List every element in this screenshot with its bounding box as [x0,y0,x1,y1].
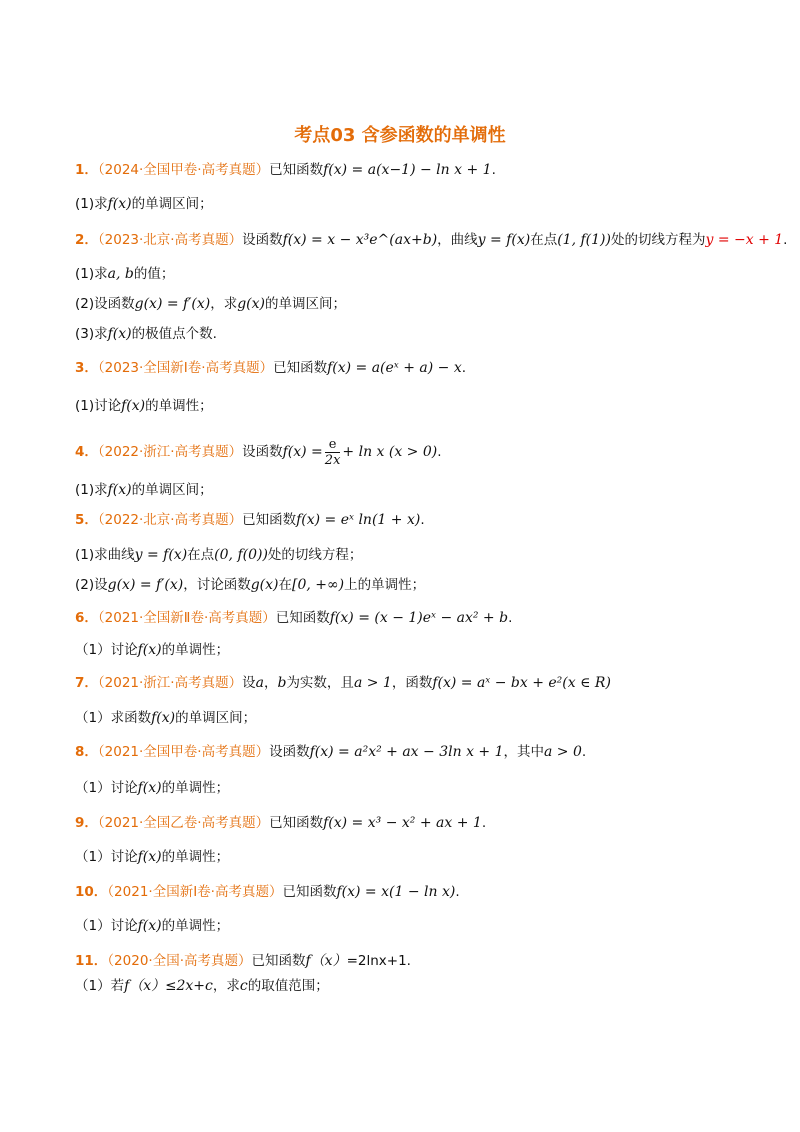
question-source: （2020·全国·高考真题） [107,953,252,969]
question-number: 5． [75,512,98,528]
math-expression: 2x+c [176,978,213,994]
sub-question: (1)求曲线y = f(x)在点(0, f(0))处的切线方程； [75,547,363,563]
question-source: （2021·全国乙卷·高考真题） [97,815,270,831]
math-expression: f（x） [305,953,347,969]
question-number: 1． [75,162,98,178]
math-expression: f(x) [107,196,132,212]
math-expression: f(x) [151,710,176,726]
sub-question: (1)求a, b的值； [75,266,175,282]
sub-question: (1)讨论f(x)的单调性； [75,398,213,414]
sub-question: (1)求f(x)的单调区间； [75,482,213,498]
sub-question: （1）求函数f(x)的单调区间； [75,710,257,726]
question-source: （2022·北京·高考真题） [97,512,243,528]
sub-question: （1）讨论f(x)的单调性； [75,849,230,865]
question-1: 1．（2024·全国甲卷·高考真题）已知函数f(x) = a(x−1) − ln x + 1. [75,162,496,178]
sub-question: (3)求f(x)的极值点个数. [75,326,217,342]
math-expression: f(x) = a(x−1) − ln x + 1 [323,162,492,178]
question-9: 9．（2021·全国乙卷·高考真题）已知函数f(x) = x³ − x² + ax + 1. [75,815,487,831]
question-source: （2023·全国新Ⅰ卷·高考真题） [97,360,274,376]
math-expression: f（x） [124,978,166,994]
fraction [325,437,341,468]
question-5: 5．（2022·北京·高考真题）已知函数f(x) = eˣ ln(1 + x). [75,512,425,528]
math-expression: f(x) = (x − 1)eˣ − ax² + b [329,610,509,626]
page-title: 考点03 含参函数的单调性 [294,125,506,146]
sub-question: （1）讨论f(x)的单调性； [75,642,230,658]
math-expression: f(x) [107,482,132,498]
fraction-denominator: 2x [324,452,341,468]
math-expression: f(x) [121,398,146,414]
fraction-numerator: e [325,437,341,453]
question-number: 6． [75,610,98,626]
question-number: 11． [75,953,108,969]
math-expression: a [255,675,264,691]
math-expression: (1, f(1)) [557,232,611,248]
math-expression: f(x) = aˣ − bx + e²(x ∈ R) [432,675,611,691]
math-expression: f(x) = x(1 − ln x) [336,884,456,900]
question-7: 7．（2021·浙江·高考真题）设a，b为实数，且a > 1，函数f(x) = aˣ − bx + e²(x ∈ R) [75,675,611,691]
math-expression: y = f(x) [134,547,188,563]
question-10: 10．（2021·全国新Ⅰ卷·高考真题）已知函数f(x) = x(1 − ln x). [75,884,460,900]
math-expression: + ln x (x > 0) [342,444,438,460]
question-8: 8．（2021·全国甲卷·高考真题）设函数f(x) = a²x² + ax − 3ln x + 1，其中a > 0. [75,744,587,760]
math-expression: g(x) = f′(x) [107,577,184,593]
math-expression: f(x) = x³ − x² + ax + 1 [323,815,482,831]
question-number: 2． [75,232,98,248]
sub-question: （1）讨论f(x)的单调性； [75,780,230,796]
math-expression: g(x) [237,296,265,312]
question-source: （2021·全国甲卷·高考真题） [97,744,270,760]
sub-question: （1）若f（x）≤2x+c，求c的取值范围； [75,978,329,994]
question-source: （2021·全国新Ⅱ卷·高考真题） [97,610,276,626]
math-expression: (0, f(0)) [214,547,268,563]
math-expression: b [277,675,287,691]
math-expression-highlighted: y = −x + 1 [705,232,784,248]
math-expression: f(x) = a(eˣ + a) − x [327,360,462,376]
question-number: 4． [75,444,98,460]
sub-question: (2)设函数g(x) = f′(x)，求g(x)的单调区间； [75,296,346,312]
math-expression: a > 0 [544,744,582,760]
math-expression: g(x) [250,577,279,593]
question-4: 4．（2022·浙江·高考真题）设函数f(x) = $\frac{e}{2x}$ + ln x (x > 0). [75,436,442,468]
math-expression: f(x) = eˣ ln(1 + x) [296,512,421,528]
sub-question: (1)求f(x)的单调区间； [75,196,213,212]
question-source: （2023·北京·高考真题） [97,232,243,248]
sub-question: (2)设g(x) = f′(x)，讨论函数g(x)在[0, +∞)上的单调性； [75,577,426,593]
question-source: （2021·浙江·高考真题） [97,675,243,691]
question-number: 7． [75,675,98,691]
question-source: （2022·浙江·高考真题） [97,444,243,460]
math-expression: y = f(x) [477,232,531,248]
question-11: 11．（2020·全国·高考真题）已知函数f（x）=2lnx+1. [75,953,411,969]
question-number: 10． [75,884,108,900]
math-expression: f(x) [137,642,162,658]
math-expression: g(x) = f′(x) [134,296,211,312]
math-expression: f(x) = a²x² + ax − 3ln x + 1 [309,744,504,760]
math-expression: f(x) [137,918,162,934]
math-expression: f(x) = [282,444,323,460]
sub-question: （1）讨论f(x)的单调性； [75,918,230,934]
question-number: 9． [75,815,98,831]
math-expression: a > 1 [353,675,392,691]
math-expression: a, b [107,266,134,282]
math-expression: f(x) [137,780,162,796]
math-expression: c [239,978,248,994]
question-source: （2024·全国甲卷·高考真题） [97,162,270,178]
math-expression: [0, +∞) [292,577,345,593]
question-number: 3． [75,360,98,376]
question-number: 8． [75,744,98,760]
math-expression: f(x) [137,849,162,865]
question-2: 2．（2023·北京·高考真题）设函数f(x) = x − x³e^(ax+b)，曲线y = f(x)在点(1, f(1))处的切线方程为y = −x + 1. [75,232,788,248]
question-source: （2021·全国新Ⅰ卷·高考真题） [107,884,283,900]
math-expression: f(x) [107,326,132,342]
math-expression: f(x) = x − x³e^(ax+b) [282,232,438,248]
question-6: 6．（2021·全国新Ⅱ卷·高考真题）已知函数f(x) = (x − 1)eˣ − ax² + b. [75,610,513,626]
question-3: 3．（2023·全国新Ⅰ卷·高考真题）已知函数f(x) = a(eˣ + a) − x. [75,360,467,376]
